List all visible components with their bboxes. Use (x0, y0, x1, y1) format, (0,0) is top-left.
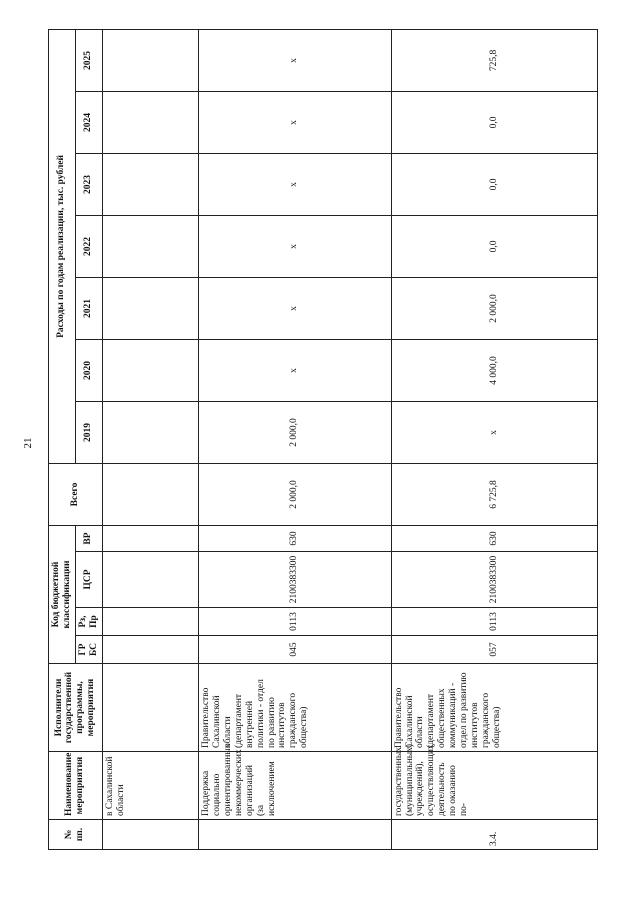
cell-2022: х (198, 215, 391, 277)
cell-vr: 630 (391, 525, 597, 551)
cell-2024 (102, 91, 198, 153)
cell-2019: х (391, 401, 597, 463)
cell-2021: х (198, 277, 391, 339)
table-row (391, 29, 597, 849)
header-year-2021: 2021 (75, 277, 102, 339)
cell-csr: 2100383300 (198, 552, 391, 608)
cell-2025: 725,8 (391, 29, 597, 91)
header-year-2024: 2024 (75, 91, 102, 153)
cell-2024: х (198, 91, 391, 153)
cell-name: государственных (муниципальных) учреждений), осуществляющих деятельность по оказанию по- (391, 752, 597, 820)
header-budget-code: Код бюджетной классификации (49, 525, 76, 663)
cell-2022: 0,0 (391, 215, 597, 277)
cell-2021 (102, 277, 198, 339)
cell-number: 3.4. (391, 820, 597, 850)
cell-name: Поддержка социально ориентированных некоммерческих организаций (за исключением (198, 752, 391, 820)
header-vr: ВР (75, 525, 102, 551)
header-rzpr: Рз, Пр (75, 608, 102, 636)
cell-number (102, 820, 198, 850)
budget-table (48, 29, 598, 850)
table-row (102, 29, 198, 849)
header-name: Наименование мероприятия (49, 752, 103, 820)
cell-2020: 4 000,0 (391, 339, 597, 401)
cell-2025: х (198, 29, 391, 91)
header-executor: Исполнители государственной программы, мероприятия (49, 664, 103, 752)
cell-2025 (102, 29, 198, 91)
cell-csr (102, 552, 198, 608)
header-grbs: ГР БС (75, 636, 102, 664)
cell-grbs: 045 (198, 636, 391, 664)
cell-rzpr: 0113 (198, 608, 391, 636)
cell-executor (102, 664, 198, 752)
cell-2022 (102, 215, 198, 277)
header-year-2020: 2020 (75, 339, 102, 401)
cell-2023 (102, 153, 198, 215)
cell-vr: 630 (198, 525, 391, 551)
cell-grbs (102, 636, 198, 664)
cell-total (102, 463, 198, 525)
cell-executor: Правительство Сахалинской области (департамент внутренней политики - отдел по развитию институтов гражданского общества) (198, 664, 391, 752)
cell-grbs: 057 (391, 636, 597, 664)
cell-2019: 2 000,0 (198, 401, 391, 463)
cell-executor: Правительство Сахалинской области (департамент общественных коммуникаций - отдел по развитию институтов гражданского общества) (391, 664, 597, 752)
header-year-2023: 2023 (75, 153, 102, 215)
header-csr: ЦСР (75, 552, 102, 608)
cell-2020: х (198, 339, 391, 401)
cell-2023: х (198, 153, 391, 215)
cell-total: 6 725,8 (391, 463, 597, 525)
header-total: Всего (49, 463, 103, 525)
cell-rzpr (102, 608, 198, 636)
cell-2024: 0,0 (391, 91, 597, 153)
cell-2020 (102, 339, 198, 401)
header-expenses: Расходы по годам реализации, тыс. рублей (49, 29, 76, 463)
cell-rzpr: 0113 (391, 608, 597, 636)
cell-2019 (102, 401, 198, 463)
header-year-2022: 2022 (75, 215, 102, 277)
header-year-2019: 2019 (75, 401, 102, 463)
table-row (198, 29, 391, 849)
header-year-2025: 2025 (75, 29, 102, 91)
cell-csr: 2100383300 (391, 552, 597, 608)
cell-vr (102, 525, 198, 551)
cell-2021: 2 000,0 (391, 277, 597, 339)
header-number: № пп. (49, 820, 103, 850)
cell-name: в Сахалинской области (102, 752, 198, 820)
cell-2023: 0,0 (391, 153, 597, 215)
cell-total: 2 000,0 (198, 463, 391, 525)
cell-number (198, 820, 391, 850)
page-number: 21 (22, 437, 34, 449)
